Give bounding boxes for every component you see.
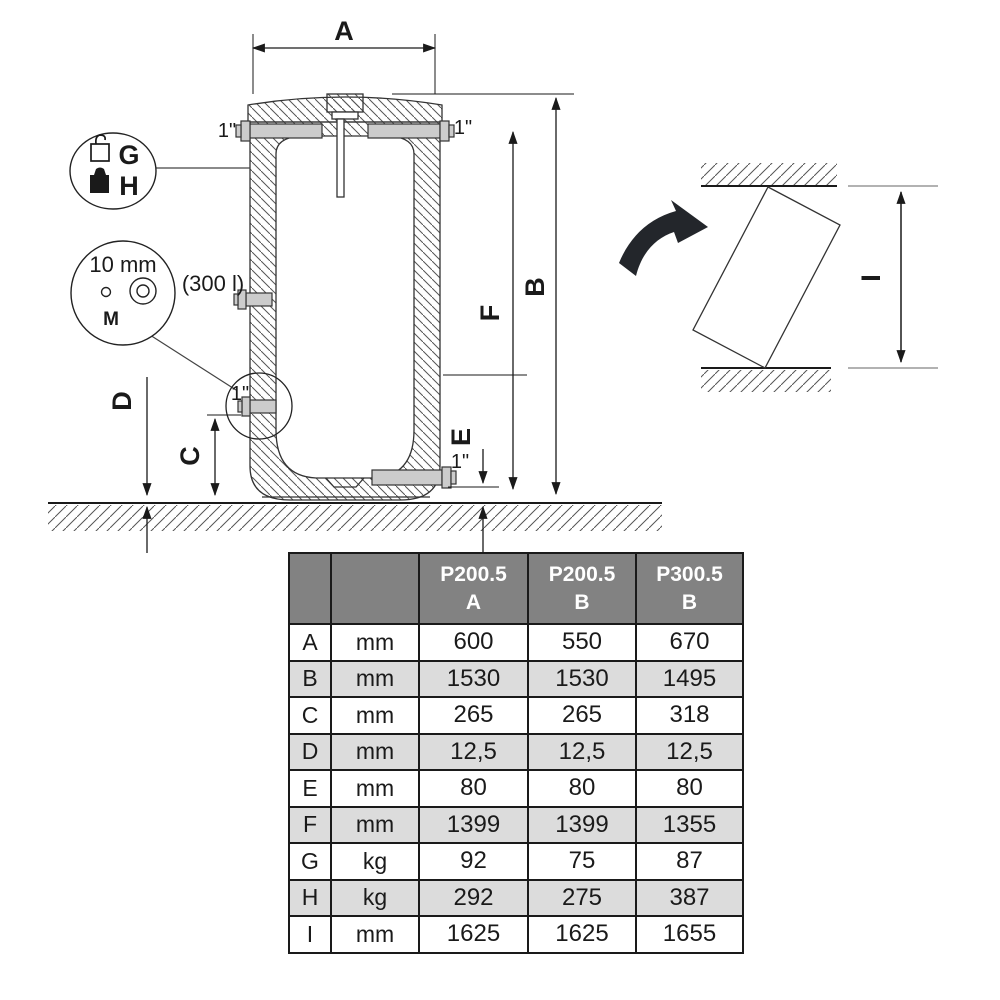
pipe-bottom-bolt <box>442 467 451 488</box>
weight-empty-label: G <box>118 140 140 170</box>
table-cell: 265 <box>419 697 528 734</box>
pipe-top-right <box>368 124 440 138</box>
row-label: F <box>289 807 331 844</box>
table-cell: 600 <box>419 624 528 661</box>
table-cell: 1625 <box>419 916 528 953</box>
tilt-arrow-icon <box>619 200 708 276</box>
table-cell: 318 <box>636 697 743 734</box>
table-header-row <box>289 553 743 624</box>
row-unit: mm <box>331 916 419 953</box>
header-corner-2 <box>331 553 419 624</box>
sensor-well-flange <box>332 112 358 119</box>
table-cell: 12,5 <box>419 734 528 771</box>
header-model-1 <box>419 553 528 624</box>
row-unit: mm <box>331 697 419 734</box>
table-cell: 12,5 <box>636 734 743 771</box>
table-cell: 265 <box>528 697 636 734</box>
tank-shell <box>250 122 440 500</box>
row-unit: mm <box>331 807 419 844</box>
table-cell: 80 <box>419 770 528 807</box>
table-cell: 75 <box>528 843 636 880</box>
row-label: I <box>289 916 331 953</box>
tilt-clearance-diagram <box>619 163 938 392</box>
row-label: H <box>289 880 331 917</box>
table-row <box>289 807 743 844</box>
model-name: P200.5 <box>440 563 507 587</box>
table-cell: 275 <box>528 880 636 917</box>
table-row <box>289 843 743 880</box>
dimension-label-a: A <box>334 16 354 46</box>
table-cell: 12,5 <box>528 734 636 771</box>
table-row <box>289 880 743 917</box>
header-corner-1 <box>289 553 331 624</box>
row-label: E <box>289 770 331 807</box>
table-cell: 292 <box>419 880 528 917</box>
pipe-top-left-bolt <box>241 121 250 141</box>
floor-hatching <box>48 505 662 531</box>
row-unit: kg <box>331 880 419 917</box>
row-label: B <box>289 661 331 698</box>
dimension-label-f: F <box>475 304 505 322</box>
fitting-label-top-right: 1" <box>453 117 473 139</box>
lid-plug <box>327 94 363 112</box>
sensor-m-label: M <box>103 309 119 330</box>
fitting-label-bottom: 1" <box>450 451 470 473</box>
tank-cross-section <box>248 94 442 500</box>
model-variant: B <box>681 590 698 614</box>
table-cell: 1399 <box>419 807 528 844</box>
pipe-side <box>246 293 272 306</box>
dimension-label-e: E <box>446 427 476 447</box>
table-cell: 550 <box>528 624 636 661</box>
model-name: P300.5 <box>656 563 723 587</box>
spec-table <box>288 552 744 954</box>
sensor-hole-icon <box>102 288 111 297</box>
pipe-bottom <box>372 470 442 485</box>
table-cell: 1655 <box>636 916 743 953</box>
fitting-label-top-left: 1" <box>217 120 237 142</box>
floor-hatching-right <box>701 370 831 392</box>
dimension-label-c: C <box>175 446 205 466</box>
coupling-inner-icon <box>137 285 149 297</box>
table-row <box>289 916 743 953</box>
dimension-label-i: I <box>856 274 886 282</box>
table-row <box>289 697 743 734</box>
model-variant: B <box>574 590 590 614</box>
ceiling-hatching <box>701 163 837 185</box>
pipe-top-left-tip <box>236 125 241 137</box>
table-cell: 1530 <box>528 661 636 698</box>
table-row <box>289 624 743 661</box>
row-unit: mm <box>331 734 419 771</box>
tilted-tank-outline <box>693 187 840 368</box>
header-model-2 <box>528 553 636 624</box>
row-unit: mm <box>331 661 419 698</box>
table-row <box>289 734 743 771</box>
sensor-well-tube <box>337 119 344 197</box>
table-cell: 87 <box>636 843 743 880</box>
table-cell: 1399 <box>528 807 636 844</box>
table-cell: 80 <box>528 770 636 807</box>
model-variant: A <box>465 590 482 614</box>
table-cell: 387 <box>636 880 743 917</box>
pipe-top-right-bolt <box>440 121 449 141</box>
dimension-label-d: D <box>107 391 137 411</box>
fitting-label-side: 1" <box>230 383 250 405</box>
weight-full-label: H <box>119 171 139 201</box>
table-cell: 92 <box>419 843 528 880</box>
row-unit: kg <box>331 843 419 880</box>
row-label: C <box>289 697 331 734</box>
row-label: G <box>289 843 331 880</box>
floor <box>48 503 662 531</box>
table-row <box>289 770 743 807</box>
row-unit: mm <box>331 624 419 661</box>
pipe-lower-left <box>250 400 276 413</box>
volume-note: (300 l) <box>181 271 245 296</box>
weight-callout <box>70 133 250 209</box>
row-label: A <box>289 624 331 661</box>
table-cell: 670 <box>636 624 743 661</box>
table-row <box>289 661 743 698</box>
sensor-size-label: 10 mm <box>89 252 157 277</box>
table-cell: 1530 <box>419 661 528 698</box>
dimension-label-b: B <box>520 277 550 297</box>
row-unit: mm <box>331 770 419 807</box>
table-cell: 1625 <box>528 916 636 953</box>
table-cell: 1355 <box>636 807 743 844</box>
table-cell: 80 <box>636 770 743 807</box>
table-cell: 1495 <box>636 661 743 698</box>
row-label: D <box>289 734 331 771</box>
pipe-top-left <box>250 124 322 138</box>
model-name: P200.5 <box>548 563 616 587</box>
header-model-3 <box>636 553 743 624</box>
